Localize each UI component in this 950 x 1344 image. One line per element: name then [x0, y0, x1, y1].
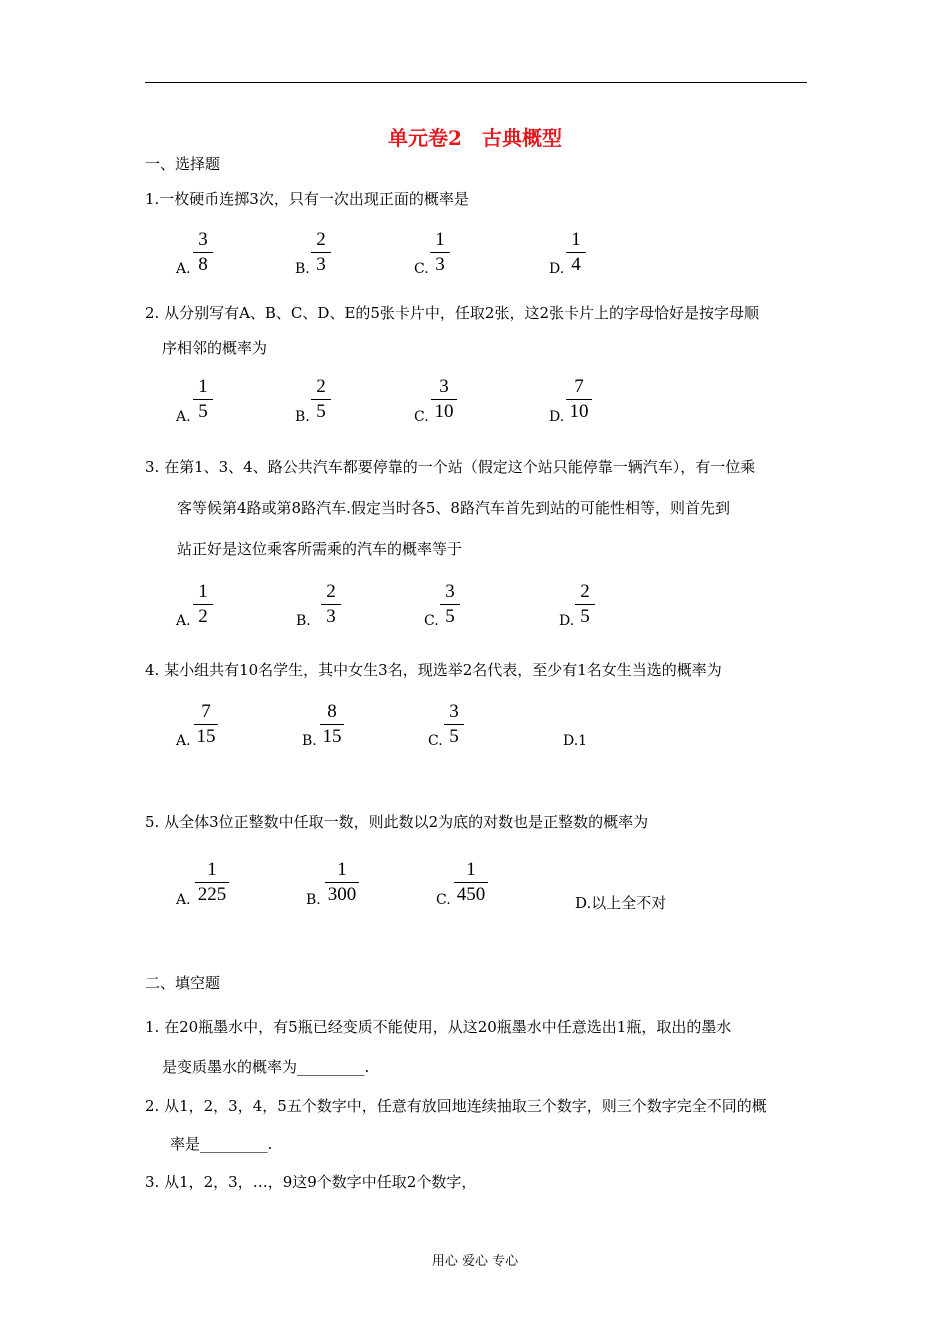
q3-option-d-label: D. — [559, 613, 575, 629]
q4-option-a-label: A. — [176, 733, 191, 749]
fraction-bar — [194, 724, 218, 725]
q4-b-numerator: 8 — [327, 701, 337, 722]
q3-a-numerator: 1 — [198, 581, 208, 602]
q1-option-c-fraction — [430, 230, 450, 275]
q1-option-d-fraction — [566, 230, 586, 275]
q5-option-b-label: B. — [306, 892, 321, 908]
q5-option-a-fraction — [195, 860, 229, 905]
fraction-bar — [311, 252, 331, 253]
section-heading-fill: 二、填空题 — [145, 974, 221, 992]
q1-option-d-label: D. — [549, 261, 565, 277]
fraction-bar — [311, 399, 331, 400]
q3-option-c-fraction — [440, 582, 460, 627]
q2-b-numerator: 2 — [316, 376, 326, 397]
page-title: 单元卷2 古典概型 — [388, 126, 562, 150]
q1-c-denominator: 3 — [435, 254, 445, 275]
q3-c-denominator: 5 — [445, 606, 455, 627]
q4-a-numerator: 7 — [201, 701, 211, 722]
q4-option-c-fraction — [444, 702, 464, 747]
fraction-bar — [444, 724, 464, 725]
q2-option-b-label: B. — [295, 409, 310, 425]
q4-option-c-label: C. — [428, 733, 443, 749]
fraction-bar — [566, 252, 586, 253]
q3-option-a-label: A. — [176, 613, 191, 629]
q1-d-numerator: 1 — [571, 229, 581, 250]
q3-a-denominator: 2 — [198, 606, 208, 627]
q3-b-denominator: 3 — [326, 606, 336, 627]
question-4-line-1: 4. 某小组共有10名学生，其中女生3名，现选举2名代表，至少有1名女生当选的概率为 — [145, 661, 722, 679]
q3-option-a-fraction — [193, 582, 213, 627]
q2-option-b-fraction — [311, 377, 331, 422]
q2-option-c-label: C. — [414, 409, 429, 425]
q1-b-denominator: 3 — [316, 254, 326, 275]
question-3-line-1: 3. 在第1、3、4、路公共汽车都要停靠的一个站（假定这个站只能停靠一辆汽车），有一位乘 — [145, 458, 756, 476]
q3-option-b-fraction — [321, 582, 341, 627]
q4-c-numerator: 3 — [449, 701, 459, 722]
fill-question-2-line-2: 率是_________. — [170, 1135, 273, 1153]
q1-option-a-label: A. — [176, 261, 191, 277]
question-5-line-1: 5. 从全体3位正整数中任取一数，则此数以2为底的对数也是正整数的概率为 — [145, 813, 649, 831]
q1-b-numerator: 2 — [316, 229, 326, 250]
q2-b-denominator: 5 — [316, 401, 326, 422]
q2-option-a-label: A. — [176, 409, 191, 425]
q4-option-b-fraction — [320, 702, 344, 747]
q2-d-denominator: 10 — [569, 401, 589, 422]
fraction-bar — [454, 882, 488, 883]
q5-c-denominator: 450 — [456, 884, 486, 905]
q2-option-c-fraction — [431, 377, 457, 422]
fill-question-1-line-1: 1. 在20瓶墨水中，有5瓶已经变质不能使用，从这20瓶墨水中任意选出1瓶，取出的墨水 — [145, 1018, 732, 1036]
q5-option-c-fraction — [454, 860, 488, 905]
fraction-bar — [430, 252, 450, 253]
fraction-bar — [431, 399, 457, 400]
page-footer: 用心 爱心 专心 — [431, 1254, 519, 1269]
q4-option-a-fraction — [194, 702, 218, 747]
q3-option-d-fraction — [575, 582, 595, 627]
fraction-bar — [320, 724, 344, 725]
q3-option-c-label: C. — [424, 613, 439, 629]
q4-b-denominator: 15 — [322, 726, 342, 747]
q5-c-numerator: 1 — [466, 859, 476, 880]
q1-option-b-fraction — [311, 230, 331, 275]
q1-option-a-fraction — [193, 230, 213, 275]
question-3-line-2: 客等候第4路或第8路汽车.假定当时各5、8路汽车首先到站的可能性相等，则首先到 — [177, 499, 730, 517]
question-2-line-1: 2. 从分别写有A、B、C、D、E的5张卡片中，任取2张，这2张卡片上的字母恰好是按字母顺 — [145, 304, 760, 322]
q2-option-a-fraction — [193, 377, 213, 422]
fraction-bar — [575, 604, 595, 605]
q2-c-denominator: 10 — [434, 401, 454, 422]
q5-option-d-label: D.以上全不对 — [575, 894, 667, 912]
q4-option-b-label: B. — [302, 733, 317, 749]
q3-d-numerator: 2 — [580, 581, 590, 602]
fraction-bar — [440, 604, 460, 605]
q5-b-denominator: 300 — [327, 884, 357, 905]
fraction-bar — [193, 399, 213, 400]
question-2-line-2: 序相邻的概率为 — [162, 339, 268, 357]
q5-option-a-label: A. — [176, 892, 191, 908]
q5-a-denominator: 225 — [197, 884, 227, 905]
fill-question-2-line-1: 2. 从1，2，3，4，5五个数字中，任意有放回地连续抽取三个数字，则三个数字完全不同的概 — [145, 1097, 767, 1115]
q1-option-b-label: B. — [295, 261, 310, 277]
q4-a-denominator: 15 — [196, 726, 216, 747]
q5-b-numerator: 1 — [337, 859, 347, 880]
q2-option-d-label: D. — [549, 409, 565, 425]
q3-b-numerator: 2 — [326, 581, 336, 602]
q2-c-numerator: 3 — [439, 376, 449, 397]
section-heading-choice: 一、选择题 — [145, 155, 221, 173]
question-3-line-3: 站正好是这位乘客所需乘的汽车的概率等于 — [177, 540, 463, 558]
fraction-bar — [321, 604, 341, 605]
q1-option-c-label: C. — [414, 261, 429, 277]
fill-question-3-line-1: 3. 从1，2，3，…，9这9个数字中任取2个数字， — [145, 1173, 477, 1191]
q2-a-numerator: 1 — [198, 376, 208, 397]
q5-option-b-fraction — [325, 860, 359, 905]
fill-question-1-line-2: 是变质墨水的概率为_________. — [162, 1058, 370, 1076]
fraction-bar — [566, 399, 592, 400]
q4-option-d-label: D.1 — [563, 733, 588, 749]
fraction-bar — [193, 604, 213, 605]
q1-a-denominator: 8 — [198, 254, 208, 275]
q1-c-numerator: 1 — [435, 229, 445, 250]
q1-d-denominator: 4 — [571, 254, 581, 275]
q3-d-denominator: 5 — [580, 606, 590, 627]
q2-a-denominator: 5 — [198, 401, 208, 422]
fraction-bar — [193, 252, 213, 253]
q1-a-numerator: 3 — [198, 229, 208, 250]
fraction-bar — [325, 882, 359, 883]
q5-option-c-label: C. — [436, 892, 451, 908]
fraction-bar — [195, 882, 229, 883]
q5-a-numerator: 1 — [207, 859, 217, 880]
header-rule — [145, 82, 807, 83]
q4-c-denominator: 5 — [449, 726, 459, 747]
q3-c-numerator: 3 — [445, 581, 455, 602]
q2-option-d-fraction — [566, 377, 592, 422]
q3-option-b-label: B. — [296, 613, 311, 629]
question-1-line-1: 1.一枚硬币连掷3次，只有一次出现正面的概率是 — [145, 190, 469, 208]
q2-d-numerator: 7 — [574, 376, 584, 397]
